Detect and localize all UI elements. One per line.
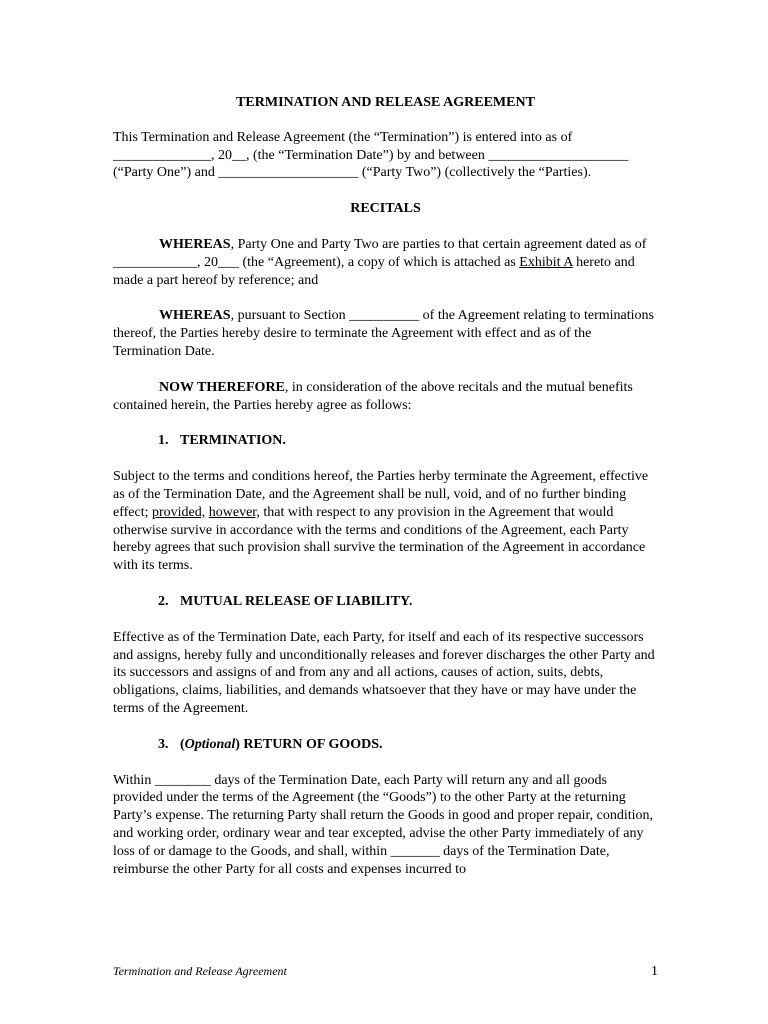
section-3-text: Within ________ days of the Termination Date, each Party will return any and all goods provided under the terms of the Agreement (the “Goods”) to the other Party at the returning Party’s expense. The returning Party shall return the Goods in good and proper repair, condition, and working order, ordinary wear and tear excepted, advise the other Party immediately of any loss of or damage to the Goods, and shall, within _______ days of the Termination Date, reimburse the other Party for all costs and expenses incurred to	[113, 772, 653, 877]
section-3-heading	[113, 736, 658, 754]
section-title: TERMINATION.	[180, 433, 286, 449]
provided-term: provided,	[152, 504, 206, 520]
whereas-text: , pursuant to Section __________ of the Agreement relating to terminations thereof, the Parties hereby desire to terminate the Agreement with effect and as of the Termination Date.	[113, 308, 654, 359]
section-number	[113, 432, 180, 450]
whereas-paragraph-2	[113, 307, 658, 360]
whereas-text-b: hereto and made a part hereof by reference; and	[113, 254, 635, 288]
however-term: however,	[208, 504, 260, 520]
footer-label: Termination and Release Agreement	[113, 964, 287, 978]
section-1-text	[113, 468, 658, 575]
recitals-heading: RECITALS	[350, 201, 421, 217]
optional-label: Optional	[184, 736, 236, 752]
whereas-lead: WHEREAS	[159, 236, 231, 252]
now-therefore-lead: NOW THEREFORE	[159, 379, 285, 395]
now-therefore-paragraph	[113, 379, 658, 415]
now-therefore-text: , in consideration of the above recitals and the mutual benefits contained herein, the Parties hereby agree as follows:	[113, 379, 633, 413]
exhibit-a-reference: Exhibit A	[519, 254, 573, 270]
section-1-text-b: that with respect to any provision in the Agreement that would otherwise survive in accordance with the terms and conditions of the Agreement, each Party hereby agrees that such provision shall survive the termination of the Agreement in accordance with its terms.	[113, 504, 646, 574]
section-number	[113, 593, 180, 611]
section-number-text: 3.	[158, 736, 169, 752]
section-1-heading	[113, 432, 658, 450]
section-1-text-a: Subject to the terms and conditions hereof, the Parties herby terminate the Agreement, effective as of the Termination Date, and the Agreement shall be null, void, and of no further binding effect;	[113, 469, 649, 520]
intro-paragraph: This Termination and Release Agreement (the “Termination”) is entered into as of ______________, 20__, (the “Termination Date”) by and between ____________________ (“Party One”) and ____________________ (“Party Two”) (collectively the “Parties).	[113, 129, 629, 181]
section-number-text: 2.	[158, 593, 169, 609]
section-title: MUTUAL RELEASE OF LIABILITY.	[180, 593, 413, 609]
whereas-lead: WHEREAS	[159, 308, 231, 324]
document-body	[113, 94, 658, 896]
section-title	[180, 736, 383, 754]
whereas-paragraph-1	[113, 236, 658, 289]
section-2-heading	[113, 593, 658, 611]
section-2-text: Effective as of the Termination Date, each Party, for itself and each of its respective successors and assigns, hereby fully and unconditionally releases and forever discharges the other Party and its successors and assigns of and from any and all actions, causes of action, suits, debts, obligations, claims, liabilities, and demands whatsoever that they have or may have under the terms of the Agreement.	[113, 629, 655, 716]
page-number: 1	[651, 964, 658, 979]
title-paren-open: (	[180, 736, 185, 752]
document-title: TERMINATION AND RELEASE AGREEMENT	[236, 95, 535, 110]
title-rest: ) RETURN OF GOODS.	[235, 736, 383, 752]
section-number	[113, 736, 180, 754]
section-number-text: 1.	[158, 433, 169, 449]
whereas-text-a: , Party One and Party Two are parties to that certain agreement dated as of ____________, 20___ (the “Agreement), a copy of which is attached as	[113, 236, 647, 270]
page-footer	[113, 964, 658, 980]
